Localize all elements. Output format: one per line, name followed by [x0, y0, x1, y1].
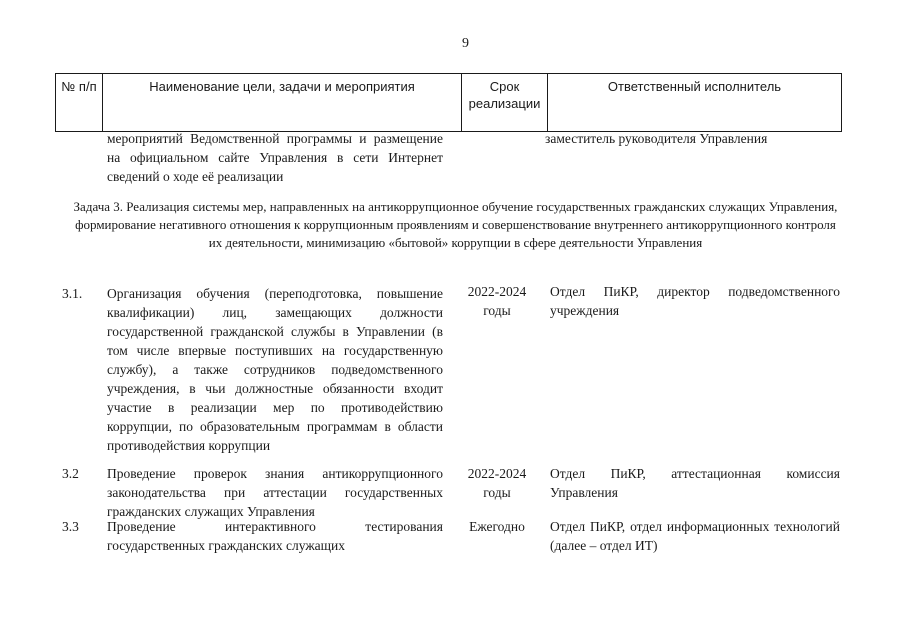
row-term: Ежегодно: [469, 519, 525, 534]
row-name: Организация обучения (переподготовка, повышение квалификации) лиц, замещающих должности государственной гражданской службы в Управлении (в том числе впервые поступивших на государственную службу), а также сотрудников подведомственного учреждения, в чьи должностные обязанности входит участие в реализации мер по противодействию коррупции, по образовательным программам в области противодействия коррупции: [107, 286, 443, 453]
table-header: [55, 73, 842, 132]
header-number: № п/п: [56, 74, 103, 132]
task-3-heading: Задача 3. Реализация системы мер, направленных на антикоррупционное обучение государственных гражданских служащих Управления, формирование негативного отношения к коррупционным проявлениям и совершенствование внутреннего антикоррупционного контроля их деятельности, минимизацию «бытовой» коррупции в сфере деятельности Управления: [73, 199, 838, 250]
page-number: 9: [462, 36, 469, 51]
row-name: Проведение проверок знания антикоррупционного законодательства при аттестации государственных гражданских служащих Управления: [107, 466, 443, 519]
header-term: Срок реализации: [462, 74, 548, 132]
row-executor: Отдел ПиКР, аттестационная комиссия Управления: [550, 466, 840, 500]
row-executor: Отдел ПиКР, отдел информационных технологий (далее – отдел ИТ): [550, 519, 840, 553]
row-term: 2022-2024 годы: [467, 284, 527, 318]
continuation-text: мероприятий Ведомственной программы и размещение на официальном сайте Управления в сети Интернет сведений о ходе её реализации: [107, 131, 443, 184]
row-number: 3.3: [62, 519, 79, 534]
row-number: 3.1.: [62, 286, 83, 301]
continuation-executor: заместитель руководителя Управления: [545, 131, 768, 146]
row-executor: Отдел ПиКР, директор подведомственного учреждения: [550, 284, 840, 318]
table-header-row: [56, 74, 842, 132]
row-name: Проведение интерактивного тестирования государственных гражданских служащих: [107, 519, 443, 553]
header-executor: Ответственный исполнитель: [548, 74, 842, 132]
row-term: 2022-2024 годы: [467, 466, 527, 500]
row-number: 3.2: [62, 466, 79, 481]
header-name: Наименование цели, задачи и мероприятия: [103, 74, 462, 132]
